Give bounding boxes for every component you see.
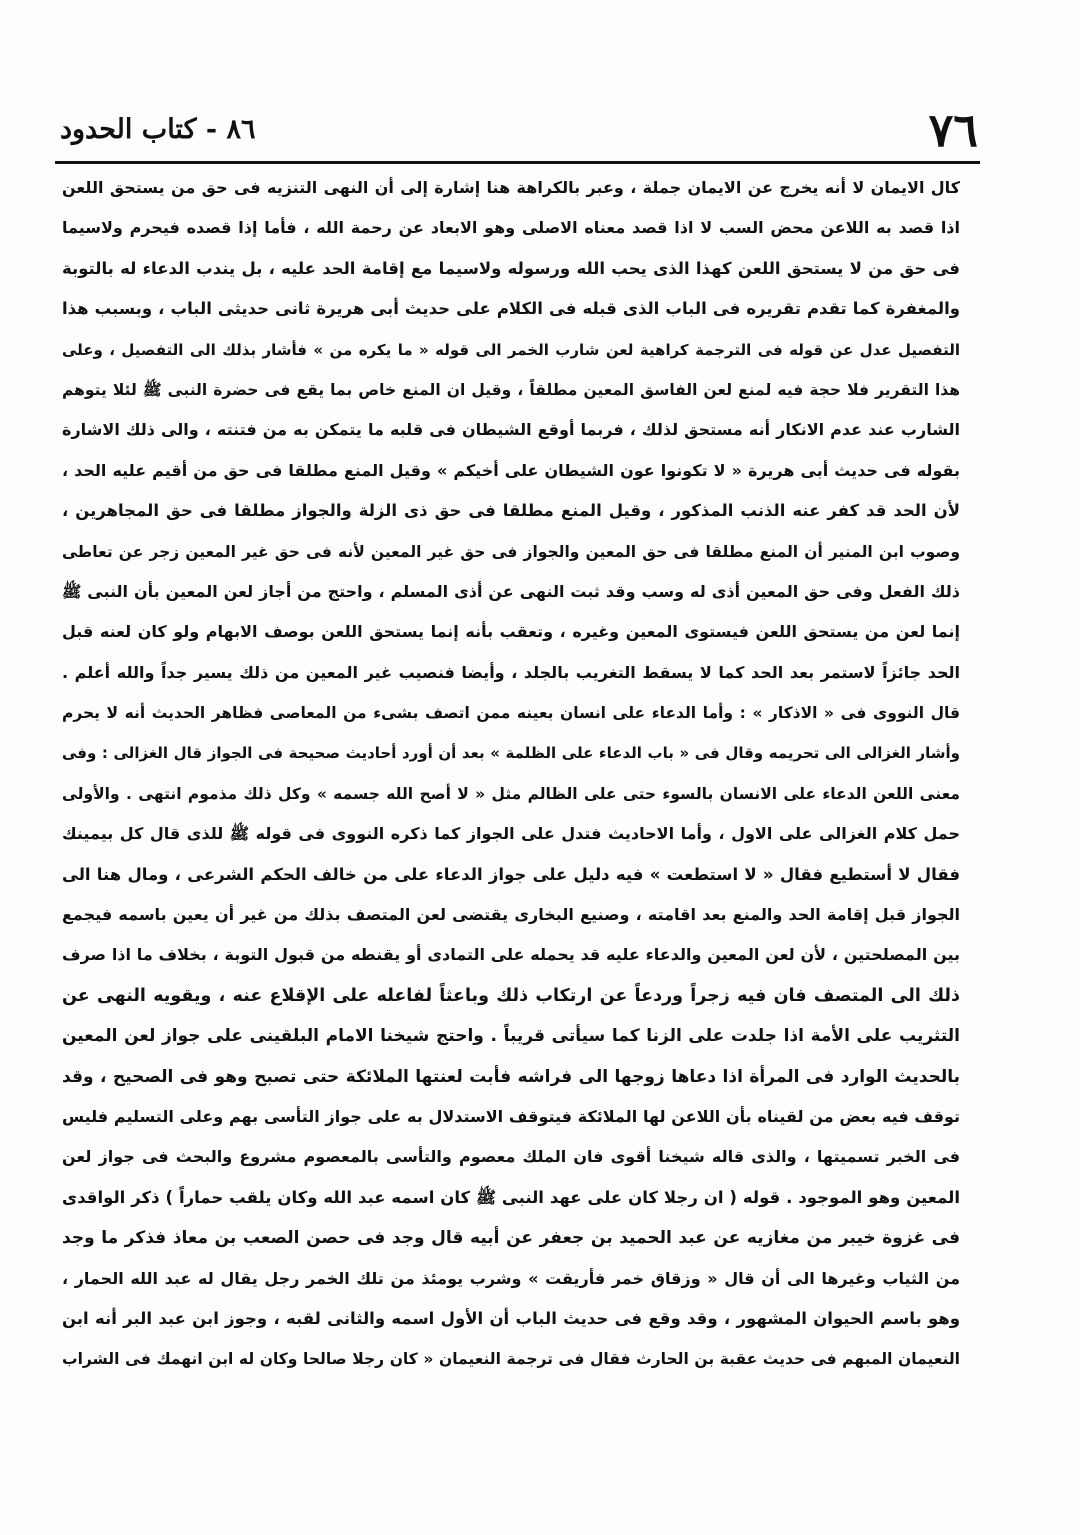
body-text xyxy=(62,168,960,1380)
text-line: فى غزوة خيبر من مغازيه عن عبد الحميد بن جعفر عن أبيه قال وجد فى حصن الصعب بن معاذ فذكر ما وجد xyxy=(62,1228,960,1249)
text-line: التثريب على الأمة اذا جلدت على الزنا كما سيأتى قريباً . واحتج شيخنا الامام البلقينى على جواز لعن المعين xyxy=(62,1026,960,1047)
running-title: ٨٦ - كتاب الحدود xyxy=(60,114,256,145)
text-line: بقوله فى حديث أبى هريرة « لا تكونوا عون الشيطان على أخيكم » وقيل المنع مطلقا فى حق من أقيم عليه الحد ، xyxy=(62,460,960,480)
text-line: ذلك الى المتصف فان فيه زجراً وردعاً عن ارتكاب ذلك وباعثاً لفاعله على الإقلاع عنه ، ويقويه النهى عن xyxy=(62,985,960,1006)
page-number: ٧٦ xyxy=(928,103,978,157)
text-line: من الثياب وغيرها الى أن قال « وزقاق خمر فأريقت » وشرب يومئذ من تلك الخمر رجل يقال له عبد الله الحمار ، xyxy=(62,1268,960,1288)
text-line: قال النووى فى « الاذكار » : وأما الدعاء على انسان بعينه ممن اتصف بشىء من المعاصى فظاهر الحديث أنه لا يحرم xyxy=(62,704,960,723)
text-line: الجواز قبل إقامة الحد والمنع بعد اقامته ، وصنيع البخارى يقتضى لعن المتصف بذلك من غير أن يعين باسمه فيجمع xyxy=(62,905,960,925)
text-line: وصوب ابن المنير أن المنع مطلقا فى حق المعين والجواز فى حق غير المعين لأنه فى حق غير المعين زجر عن تعاطى xyxy=(62,542,960,561)
text-line: الشارب عند عدم الانكار أنه مستحق لذلك ، فربما أوقع الشيطان فى قلبه ما يتمكن به من فتنته ، والى ذلك الاشارة xyxy=(62,420,960,440)
text-line: ذلك الفعل وفى حق المعين أذى له وسب وقد ثبت النهى عن أذى المسلم ، واحتج من أجاز لعن المعين بأن النبى ﷺ xyxy=(62,581,960,601)
text-line: توقف فيه بعض من لقيناه بأن اللاعن لها الملائكة فيتوقف الاستدلال به على جواز التأسى بهم وعلى التسليم فليس xyxy=(62,1106,960,1126)
text-line: التفصيل عدل عن قوله فى الترجمة كراهية لعن شارب الخمر الى قوله « ما يكره من » فأشار بذلك الى التفصيل ، وعلى xyxy=(62,340,960,359)
text-line: وأشار الغزالى الى تحريمه وقال فى « باب الدعاء على الظلمة » بعد أن أورد أحاديث صحيحة فى الجواز قال الغزالى : وفى xyxy=(62,744,960,763)
text-line: فى حق من لا يستحق اللعن كهذا الذى يحب الله ورسوله ولاسيما مع إقامة الحد عليه ، بل يندب الدعاء له بالتوبة xyxy=(62,258,960,278)
text-line: فى الخبر تسميتها ، والذى قاله شيخنا أقوى فان الملك معصوم والتأسى بالمعصوم مشروع والبحث فى جواز لعن xyxy=(62,1147,960,1167)
text-line: اذا قصد به اللاعن محض السب لا اذا قصد معناه الاصلى وهو الابعاد عن رحمة الله ، فأما إذا قصده فيحرم ولاسيما xyxy=(62,218,960,238)
text-line: بين المصلحتين ، لأن لعن المعين والدعاء عليه قد يحمله على التمادى أو يقنطه من قبول التوبة ، بخلاف ما اذا صرف xyxy=(62,945,960,965)
text-line: والمغفرة كما تقدم تقريره فى الباب الذى قبله فى الكلام على حديث أبى هريرة ثانى حديثى الباب ، وبسبب هذا xyxy=(62,299,960,319)
text-line: فقال لا أستطيع فقال « لا استطعت » فيه دليل على جواز الدعاء على من خالف الحكم الشرعى ، ومال هنا الى xyxy=(62,864,960,884)
text-line: معنى اللعن الدعاء على الانسان بالسوء حتى على الظالم مثل « لا أصح الله جسمه » وكل ذلك مذموم انتهى . والأولى xyxy=(62,784,960,803)
text-line: إنما لعن من يستحق اللعن فيستوى المعين وغيره ، وتعقب بأنه إنما يستحق اللعن بوصف الابهام ولو كان لعنه قبل xyxy=(62,622,960,642)
page-header xyxy=(60,100,978,160)
text-line: حمل كلام الغزالى على الاول ، وأما الاحاديث فتدل على الجواز كما ذكره النووى فى قوله ﷺ للذى قال كل بيمينك xyxy=(62,824,960,844)
header-rule xyxy=(55,161,980,164)
text-line: الحد جائزاً لاستمر بعد الحد كما لا يسقط التغريب بالجلد ، وأيضا فنصيب غير المعين من ذلك يسير جداً والله أعلم . xyxy=(62,662,960,682)
text-line: هذا التقرير فلا حجة فيه لمنع لعن الفاسق المعين مطلقاً ، وقيل ان المنع خاص بما يقع فى حضرة النبى ﷺ لئلا يتوهم xyxy=(62,380,960,399)
text-line: وهو باسم الحيوان المشهور ، وقد وقع فى حديث الباب أن الأول اسمه والثانى لقبه ، وجوز ابن عبد البر أنه ابن xyxy=(62,1308,960,1328)
text-line: كال الايمان لا أنه يخرج عن الايمان جملة ، وعبر بالكراهة هنا إشارة إلى أن النهى التنزيه فى حق من يستحق اللعن xyxy=(62,178,960,197)
text-line: النعيمان المبهم فى حديث عقبة بن الحارث فقال فى ترجمة النعيمان « كان رجلا صالحا وكان له ابن انهمك فى الشراب xyxy=(62,1350,960,1369)
text-line: بالحديث الوارد فى المرأة اذا دعاها زوجها الى فراشه فأبت لعنتها الملائكة حتى تصبح وهو فى الصحيح ، وقد xyxy=(62,1066,960,1087)
text-line: لأن الحد قد كفر عنه الذنب المذكور ، وقيل المنع مطلقا فى حق ذى الزلة والجواز مطلقا فى حق المجاهرين ، xyxy=(62,501,960,521)
text-line: المعين وهو الموجود . قوله ( ان رجلا كان على عهد النبى ﷺ كان اسمه عبد الله وكان يلقب حماراً ) ذكر الواقدى xyxy=(62,1187,960,1207)
